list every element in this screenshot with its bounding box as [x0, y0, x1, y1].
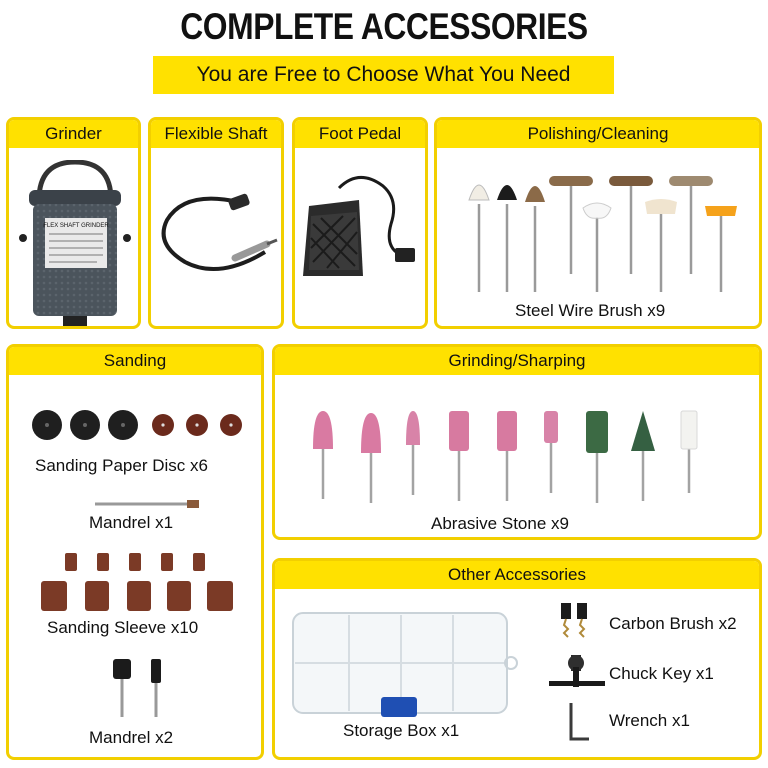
other-accessories-panel-title: Other Accessories: [275, 561, 759, 589]
chuck-key-caption: Chuck Key x1: [609, 664, 714, 683]
subtitle-banner: You are Free to Choose What You Need: [153, 56, 614, 94]
storage-box-caption: Storage Box x1: [343, 721, 460, 740]
sanding-sleeve-caption: Sanding Sleeve x10: [47, 618, 199, 637]
sanding-panel-title: Sanding: [9, 347, 261, 375]
polishing-cleaning-panel: [434, 117, 762, 329]
sanding-paper-disc-image: [29, 407, 247, 443]
abrasive-stone-caption: Abrasive Stone x9: [431, 514, 569, 533]
foot-pedal-panel: [292, 117, 428, 329]
abrasive-stone-set-image: [297, 409, 737, 505]
sanding-paper-disc-caption: Sanding Paper Disc x6: [35, 456, 208, 475]
foot-pedal-panel-title: Foot Pedal: [295, 120, 425, 148]
sanding-sleeve-image: [35, 551, 245, 615]
grinder-panel-title: Grinder: [9, 120, 138, 148]
storage-box-image: [289, 607, 521, 719]
grinder-label-text: FLEX SHAFT GRINDER: [43, 223, 109, 229]
chuck-key-image: [547, 653, 607, 697]
mandrel-x1-caption: Mandrel x1: [89, 513, 174, 532]
grinder-motor-image: [17, 160, 133, 328]
page-title: COMPLETE ACCESSORIES: [180, 6, 588, 47]
steel-wire-brush-set-image: [461, 164, 741, 298]
grinder-panel: [6, 117, 141, 329]
flexible-shaft-image: [155, 180, 279, 310]
flexible-shaft-panel: [148, 117, 284, 329]
steel-wire-brush-caption: Steel Wire Brush x9: [515, 301, 666, 320]
mandrel-pair-image: [109, 657, 169, 719]
flexible-shaft-panel-title: Flexible Shaft: [151, 120, 281, 148]
sanding-panel: [6, 344, 264, 760]
carbon-brush-caption: Carbon Brush x2: [609, 614, 737, 633]
polishing-cleaning-panel-title: Polishing/Cleaning: [437, 120, 759, 148]
wrench-image: [563, 701, 593, 745]
mandrel-x2-caption: Mandrel x2: [89, 728, 174, 747]
grinding-sharping-panel: [272, 344, 762, 540]
grinding-sharping-panel-title: Grinding/Sharping: [275, 347, 759, 375]
carbon-brush-image: [557, 601, 593, 645]
foot-pedal-image: [299, 172, 423, 282]
other-accessories-panel: [272, 558, 762, 760]
mandrel-image: [93, 499, 203, 509]
wrench-caption: Wrench x1: [609, 711, 690, 730]
